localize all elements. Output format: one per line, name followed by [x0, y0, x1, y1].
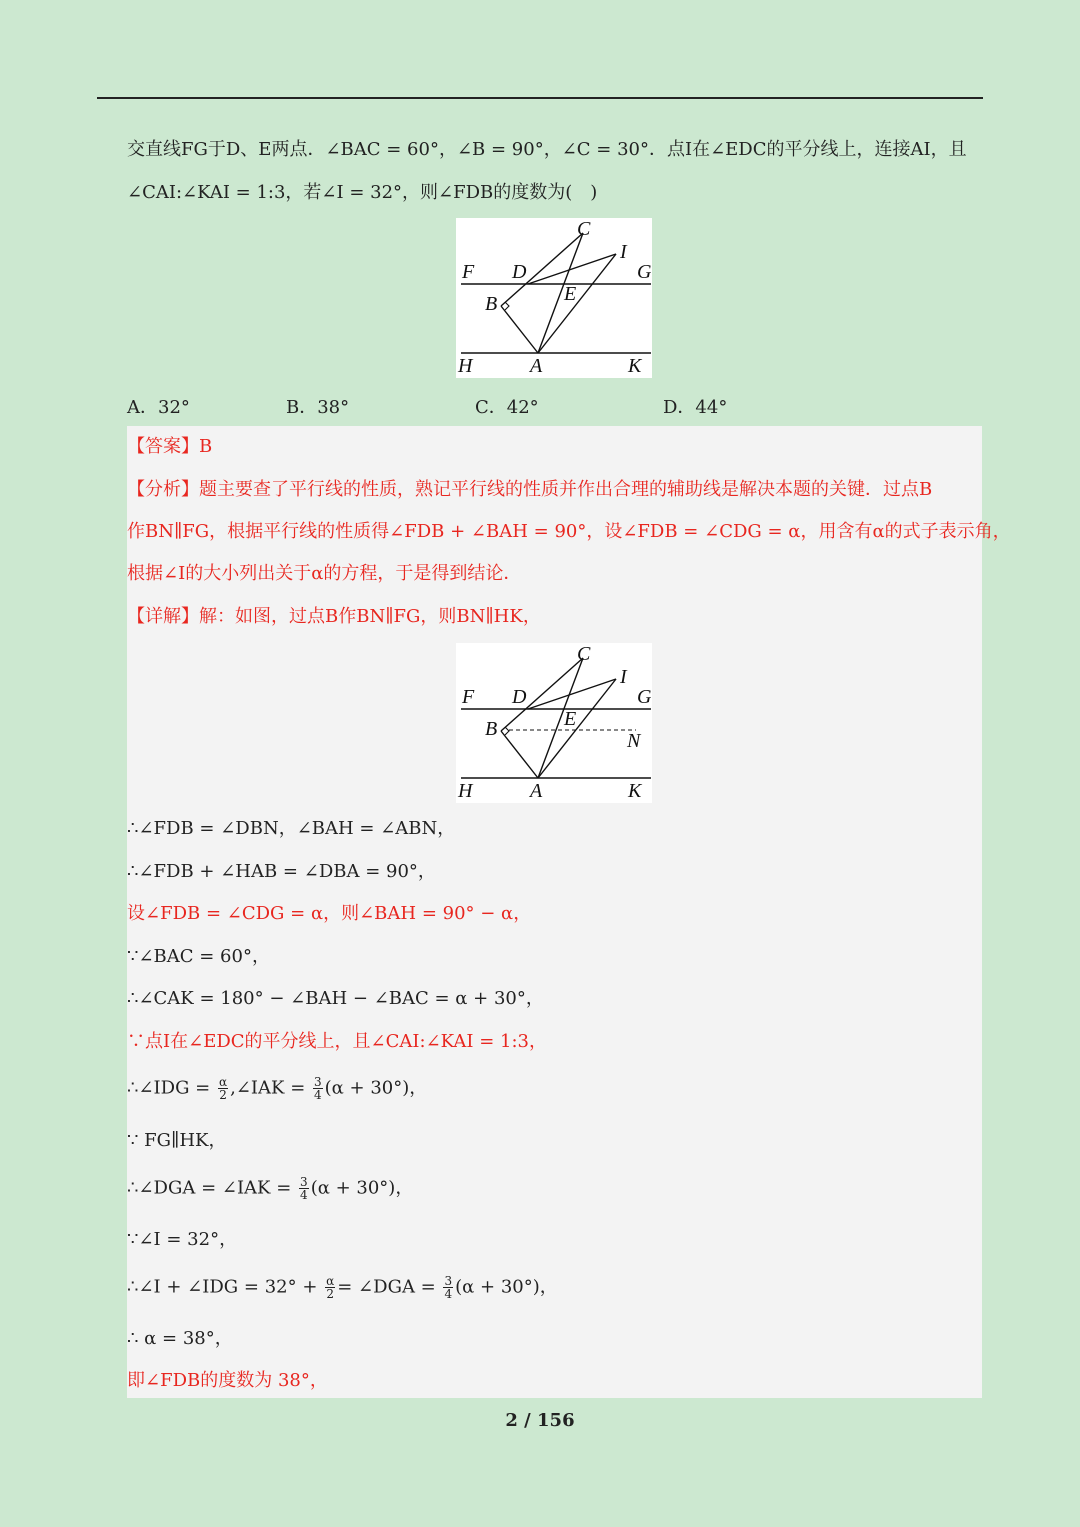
detail-line	[127, 605, 541, 629]
label-G: G	[637, 261, 652, 283]
analysis-text-1: 题主要查了平行线的性质，熟记平行线的性质并作出合理的辅助线是解决本题的关键．过点B	[199, 479, 933, 500]
option-c: C．42°	[475, 397, 539, 418]
detail-intro: 解：如图，过点B作BN∥FG，则BN∥HK，	[199, 606, 541, 627]
step-11-part-b: = ∠DGA =	[337, 1276, 436, 1298]
label-D: D	[512, 686, 527, 708]
label-F: F	[462, 261, 475, 283]
step-10: ∵∠I = 32°，	[127, 1229, 238, 1250]
label-D: D	[512, 261, 527, 283]
frac-num: α	[219, 1075, 228, 1089]
step-12: ∴ α = 38°，	[127, 1328, 233, 1349]
step-6: ∵点I在∠EDC的平分线上，且∠CAI:∠KAI = 1:3，	[127, 1031, 547, 1052]
fraction-alpha-over-2	[325, 1275, 335, 1300]
step-11-part-c: (α + 30°)，	[455, 1276, 558, 1298]
option-b: B．38°	[286, 397, 350, 418]
fraction-3-over-4	[443, 1275, 453, 1300]
label-E: E	[564, 283, 577, 305]
geometry-figure-1	[456, 218, 652, 378]
fraction-alpha-over-2	[218, 1076, 228, 1101]
step-8: ∵ FG∥HK，	[127, 1130, 227, 1151]
label-B: B	[485, 718, 498, 740]
fraction-3-over-4	[299, 1176, 309, 1201]
step-11-part-a: ∴∠I + ∠IDG = 32° +	[127, 1276, 318, 1298]
detail-tag: 【详解】	[127, 606, 199, 627]
step-11	[127, 1275, 558, 1300]
analysis-line-2: 作BN∥FG，根据平行线的性质得∠FDB + ∠BAH = 90°，设∠FDB = ∠CDG = α，用含有α的式子表示角，	[127, 521, 1011, 542]
header-rule	[97, 97, 983, 99]
label-B: B	[485, 293, 498, 315]
step-9-part-b: (α + 30°)，	[310, 1177, 414, 1199]
label-I: I	[620, 241, 627, 263]
label-G: G	[637, 686, 652, 708]
analysis-line-3: 根据∠I的大小列出关于α的方程，于是得到结论．	[127, 563, 522, 584]
answer-value: B	[199, 436, 213, 457]
label-C: C	[577, 218, 591, 240]
page-number: 2 / 156	[505, 1410, 575, 1431]
label-K: K	[628, 780, 642, 802]
frac-den: 2	[219, 1088, 227, 1102]
label-A: A	[530, 780, 543, 802]
option-d: D．44°	[663, 397, 728, 418]
label-H: H	[458, 355, 473, 377]
step-13: 即∠FDB的度数为 38°，	[127, 1370, 328, 1391]
step-7-part-b: ,∠IAK =	[230, 1077, 306, 1099]
step-7-part-a: ∴∠IDG =	[127, 1077, 211, 1099]
frac-den: 4	[300, 1188, 308, 1202]
label-N: N	[627, 730, 641, 752]
step-9-part-a: ∴∠DGA = ∠IAK =	[127, 1177, 292, 1199]
answer-line	[127, 435, 212, 459]
answer-tag: 【答案】	[127, 436, 199, 457]
label-F: F	[462, 686, 475, 708]
label-K: K	[628, 355, 642, 377]
label-H: H	[458, 780, 473, 802]
step-2: ∴∠FDB + ∠HAB = ∠DBA = 90°，	[127, 861, 436, 882]
option-a: A．32°	[127, 397, 190, 418]
question-line-1: 交直线FG于D、E两点．∠BAC = 60°，∠B = 90°，∠C = 30°．点I在∠EDC的平分线上，连接AI，且	[127, 139, 967, 160]
step-7	[127, 1076, 427, 1101]
step-5: ∴∠CAK = 180° − ∠BAH − ∠BAC = α + 30°，	[127, 988, 544, 1009]
frac-den: 4	[314, 1088, 322, 1102]
frac-num: 3	[444, 1274, 453, 1288]
question-line-2: ∠CAI:∠KAI = 1:3，若∠I = 32°，则∠FDB的度数为( )	[127, 182, 598, 203]
step-4: ∵∠BAC = 60°，	[127, 946, 270, 967]
label-C: C	[577, 643, 591, 665]
step-7-part-c: (α + 30°)，	[324, 1077, 428, 1099]
fraction-3-over-4	[313, 1076, 323, 1101]
frac-den: 4	[444, 1287, 453, 1301]
label-E: E	[564, 708, 577, 730]
analysis-line-1	[127, 478, 932, 502]
frac-num: α	[326, 1274, 335, 1288]
frac-num: 3	[300, 1175, 308, 1189]
step-9	[127, 1176, 413, 1201]
analysis-tag: 【分析】	[127, 479, 199, 500]
step-1: ∴∠FDB = ∠DBN，∠BAH = ∠ABN，	[127, 818, 456, 839]
label-I: I	[620, 666, 627, 688]
frac-den: 2	[326, 1287, 335, 1301]
frac-num: 3	[314, 1075, 322, 1089]
label-A: A	[530, 355, 543, 377]
step-3: 设∠FDB = ∠CDG = α，则∠BAH = 90° − α，	[127, 903, 532, 924]
geometry-figure-2	[456, 643, 652, 803]
